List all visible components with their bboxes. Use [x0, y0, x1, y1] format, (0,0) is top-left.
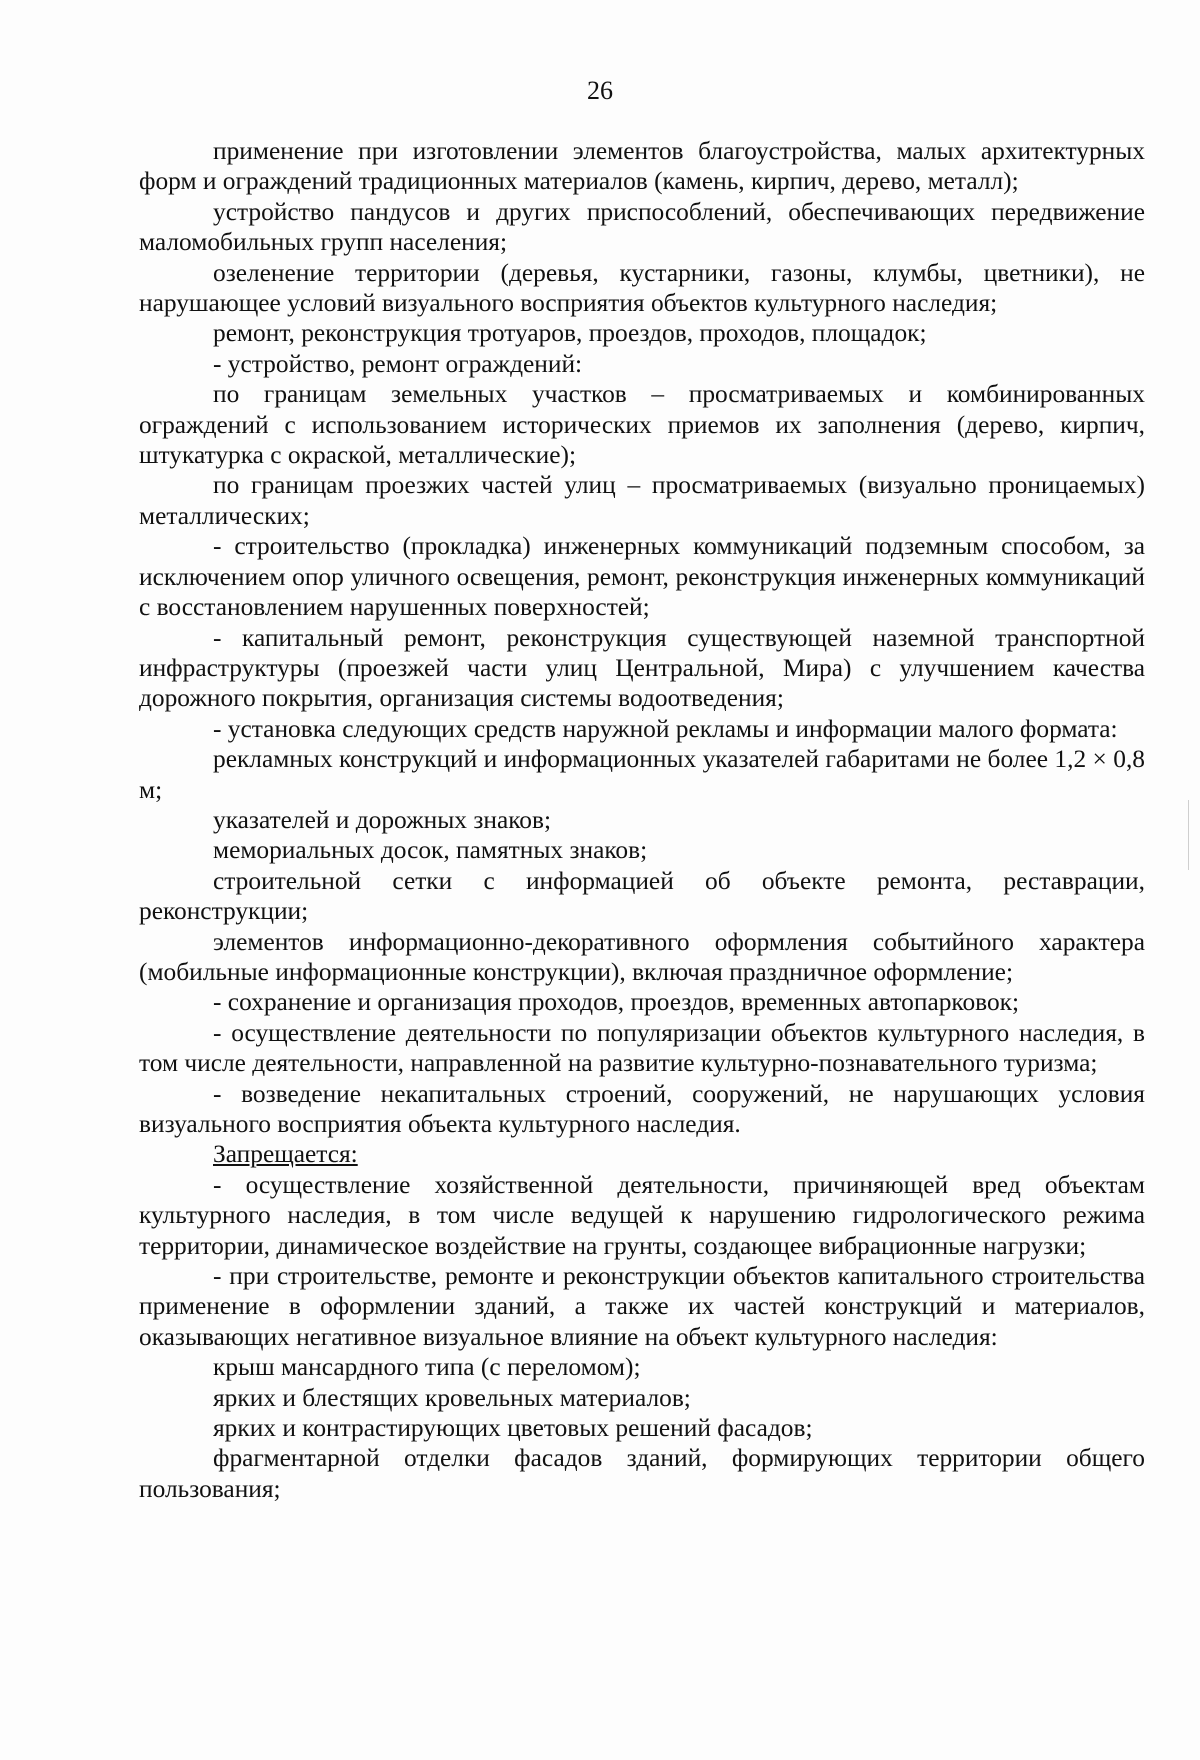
prohibited-paragraph: крыш мансардного типа (с переломом);	[213, 1353, 641, 1382]
prohibited-paragraph: ярких и контрастирующих цветовых решений фасадов;	[213, 1414, 813, 1443]
prohibited-paragraph: ярких и блестящих кровельных материалов;	[213, 1383, 691, 1412]
paragraph: рекламных конструкций и информационных указателей габаритами не более 1,2 × 0,8 м;	[139, 745, 1145, 804]
paragraph: - строительство (прокладка) инженерных коммуникаций подземным способом, за исключением опор уличного освещения, ремонт, реконструкция инженерных коммуникаций с восстановлением нарушенных поверхностей;	[139, 532, 1145, 622]
prohibited-heading-line	[139, 1139, 1145, 1169]
paragraph: - устройство, ремонт ограждений:	[213, 349, 583, 378]
paragraph: устройство пандусов и других приспособлений, обеспечивающих передвижение маломобильных групп населения;	[139, 197, 1145, 257]
prohibited-paragraph: - осуществление хозяйственной деятельности, причиняющей вред объектам культурного наследия, в том числе ведущей к нарушению гидрологического режима территории, динамическое воздействие на грунты, создающее вибрационные нагрузки;	[139, 1170, 1145, 1260]
paragraph: ремонт, реконструкция тротуаров, проездов, проходов, площадок;	[213, 319, 927, 348]
paragraph: применение при изготовлении элементов благоустройства, малых архитектурных форм и ограждений традиционных материалов (камень, кирпич, дерево, металл);	[139, 137, 1145, 196]
paragraph: элементов информационно-декоративного оформления событийного характера (мобильные информационные конструкции), включая праздничное оформление;	[139, 927, 1145, 986]
paragraph: указателей и дорожных знаков;	[213, 805, 552, 834]
paragraph: - возведение некапитальных строений, сооружений, не нарушающих условия визуального восприятия объекта культурного наследия.	[139, 1079, 1145, 1138]
paragraph: - сохранение и организация проходов, проездов, временных автопарковок;	[213, 988, 1020, 1017]
page-number: 26	[587, 76, 613, 105]
prohibited-heading: Запрещается:	[213, 1140, 358, 1169]
paragraph: мемориальных досок, памятных знаков;	[213, 836, 648, 865]
paragraph: строительной сетки с информацией об объекте ремонта, реставрации, реконструкции;	[139, 866, 1145, 926]
paragraph: по границам проезжих частей улиц – просматриваемых (визуально проницаемых) металлических;	[139, 471, 1145, 530]
paragraph: озеленение территории (деревья, кустарники, газоны, клумбы, цветники), не нарушающее условий визуального восприятия объектов культурного наследия;	[139, 258, 1145, 318]
paragraph: - капитальный ремонт, реконструкция существующей наземной транспортной инфраструктуры (проезжей части улиц Центральной, Мира) с улучшением качества дорожного покрытия, организация системы водоотведения;	[139, 623, 1145, 713]
paragraph: - осуществление деятельности по популяризации объектов культурного наследия, в том числе деятельности, направленной на развитие культурно-познавательного туризма;	[139, 1018, 1145, 1078]
paragraph: по границам земельных участков – просматриваемых и комбинированных ограждений с использованием исторических приемов их заполнения (дерево, кирпич, штукатурка с окраской, металлические);	[139, 380, 1145, 470]
prohibited-paragraph: фрагментарной отделки фасадов зданий, формирующих территории общего пользования;	[139, 1444, 1145, 1503]
document-body	[139, 136, 1145, 1504]
prohibited-paragraph: - при строительстве, ремонте и реконструкции объектов капитального строительства применение в оформлении зданий, а также их частей конструкций и материалов, оказывающих негативное визуальное влияние на объект культурного наследия:	[139, 1262, 1145, 1351]
scan-artifact	[1188, 800, 1189, 870]
paragraph: - установка следующих средств наружной рекламы и информации малого формата:	[213, 714, 1118, 743]
